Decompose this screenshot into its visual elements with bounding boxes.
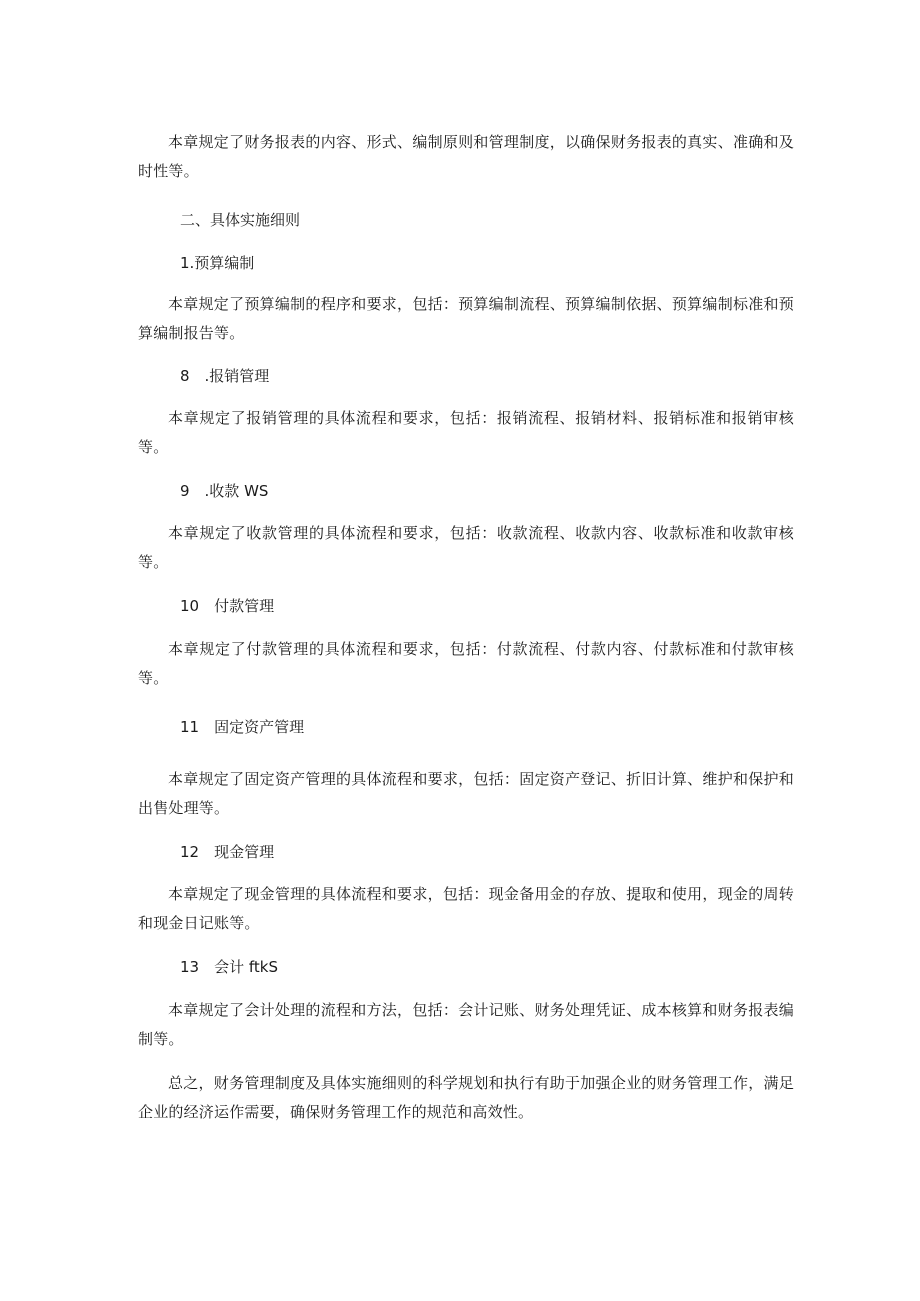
item-heading-cash: 12 现金管理: [180, 843, 275, 861]
item-body-budget: 本章规定了预算编制的程序和要求，包括：预算编制流程、预算编制依据、预算编制标准和预算编制报告等。: [138, 295, 794, 342]
item-heading-accounting: 13 会计 ftkS: [180, 958, 278, 976]
item-body-cash: 本章规定了现金管理的具体流程和要求，包括：现金备用金的存放、提取和使用，现金的周转和现金日记账等。: [138, 885, 794, 932]
item-body-collection: 本章规定了收款管理的具体流程和要求，包括：收款流程、收款内容、收款标准和收款审核等。: [138, 524, 794, 571]
item-heading-budget: 1.预算编制: [180, 254, 255, 272]
conclusion-paragraph: 总之，财务管理制度及具体实施细则的科学规划和执行有助于加强企业的财务管理工作，满足企业的经济运作需要，确保财务管理工作的规范和高效性。: [138, 1074, 794, 1121]
item-heading-reimbursement: 8 .报销管理: [180, 367, 270, 385]
section-title: 二、具体实施细则: [180, 211, 301, 229]
item-body-accounting: 本章规定了会计处理的流程和方法，包括：会计记账、财务处理凭证、成本核算和财务报表编制等。: [138, 1001, 794, 1048]
intro-paragraph: 本章规定了财务报表的内容、形式、编制原则和管理制度，以确保财务报表的真实、准确和及时性等。: [138, 133, 794, 180]
item-heading-payment: 10 付款管理: [180, 597, 275, 615]
item-body-reimbursement: 本章规定了报销管理的具体流程和要求，包括：报销流程、报销材料、报销标准和报销审核等。: [138, 409, 794, 456]
item-heading-collection: 9 .收款 WS: [180, 482, 269, 500]
item-body-payment: 本章规定了付款管理的具体流程和要求，包括：付款流程、付款内容、付款标准和付款审核等。: [138, 640, 794, 687]
item-body-fixed-assets: 本章规定了固定资产管理的具体流程和要求，包括：固定资产登记、折旧计算、维护和保护和出售处理等。: [138, 770, 794, 817]
item-heading-fixed-assets: 11 固定资产管理: [180, 718, 305, 736]
